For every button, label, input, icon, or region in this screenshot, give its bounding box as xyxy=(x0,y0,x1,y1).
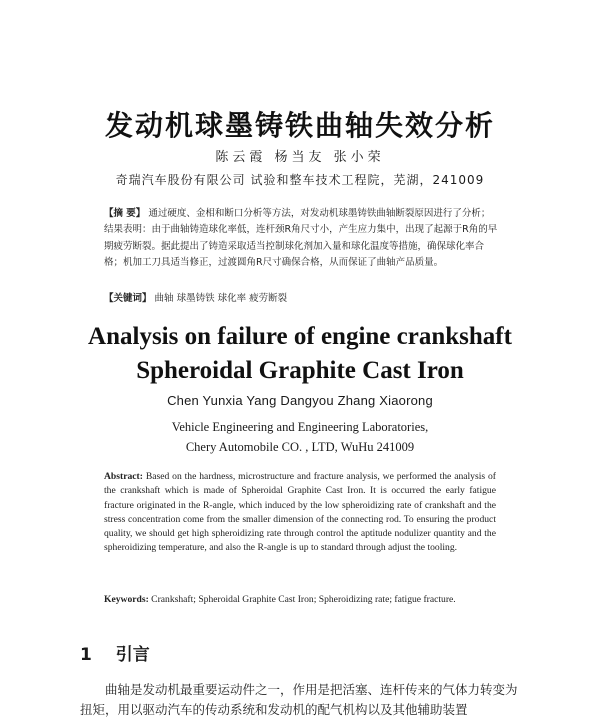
english-title-line2: Spheroidal Graphite Cast Iron xyxy=(136,357,464,384)
english-affiliation-line2: Chery Automobile CO. , LTD, WuHu 241009 xyxy=(185,440,415,454)
chinese-title: 发动机球墨铸铁曲轴失效分析 xyxy=(104,109,495,142)
section-number: 1 xyxy=(80,645,92,665)
chinese-authors: 陈云霞 杨当友 张小荣 xyxy=(215,150,385,165)
chinese-keywords xyxy=(104,290,504,304)
english-abstract-tag: Abstract: xyxy=(104,471,143,482)
english-keywords-tag: Keywords: xyxy=(104,594,149,605)
english-abstract xyxy=(104,470,496,556)
chinese-abstract xyxy=(104,206,498,272)
english-authors: Chen Yunxia Yang Dangyou Zhang Xiaorong xyxy=(167,393,433,408)
english-affiliation-line1: Vehicle Engineering and Engineering Laboratories, xyxy=(171,420,429,434)
english-keywords-text: Crankshaft; Spheroidal Graphite Cast Iron; Spheroidizing rate; fatigue fracture. xyxy=(151,594,456,605)
chinese-abstract-tag: 【摘 要】 xyxy=(104,208,146,219)
english-affiliation xyxy=(0,417,600,457)
section-heading xyxy=(80,640,150,665)
english-title-line1: Analysis on failure of engine crankshaft xyxy=(88,323,512,350)
section-title: 引言 xyxy=(115,645,150,665)
english-keywords xyxy=(104,593,496,607)
english-title xyxy=(0,320,600,388)
body-paragraph: 曲轴是发动机最重要运动件之一，作用是把活塞、连杆传来的气体力转变为扭矩，用以驱动汽车的传动系统和发动机的配气机构以及其他辅助装置 xyxy=(80,682,518,717)
chinese-keywords-tag: 【关键词】 xyxy=(104,293,152,304)
chinese-keywords-text: 曲轴 球墨铸铁 球化率 疲劳断裂 xyxy=(154,293,288,304)
chinese-affiliation: 奇瑞汽车股份有限公司 试验和整车技术工程院，芜湖，241009 xyxy=(115,173,485,187)
chinese-abstract-text: 通过硬度、金相和断口分析等方法，对发动机球墨铸铁曲轴断裂原因进行了分析；结果表明：由于曲轴铸造球化率低，连杆颈R角尺寸小，产生应力集中，出现了起源于R角的早期疲劳断裂。据此提出了铸造采取适当控制球化剂加入量和球化温度等措施，确保球化率合格；机加工刀具适当修正，过渡圆角R尺寸确保合格，从而保证了曲轴产品质量。 xyxy=(104,208,498,269)
english-abstract-text: Based on the hardness, microstructure and fracture analysis, we performed the analysis of the crankshaft which is made of Spheroidal Graphite Cast Iron. It is occurred the early fatigue fracture originated in the R-angle, which induced by the low spheroidizing rate of crankshaft and the stress concentration come from the smaller dimension of the connecting rod. To ensuring the product quality, we should get high spheroidizing rate through control the aptitude nodulizer quantity and the spheroidizing temperature, and also the R-angle is up to standard through adjust the tooling. xyxy=(104,471,496,554)
